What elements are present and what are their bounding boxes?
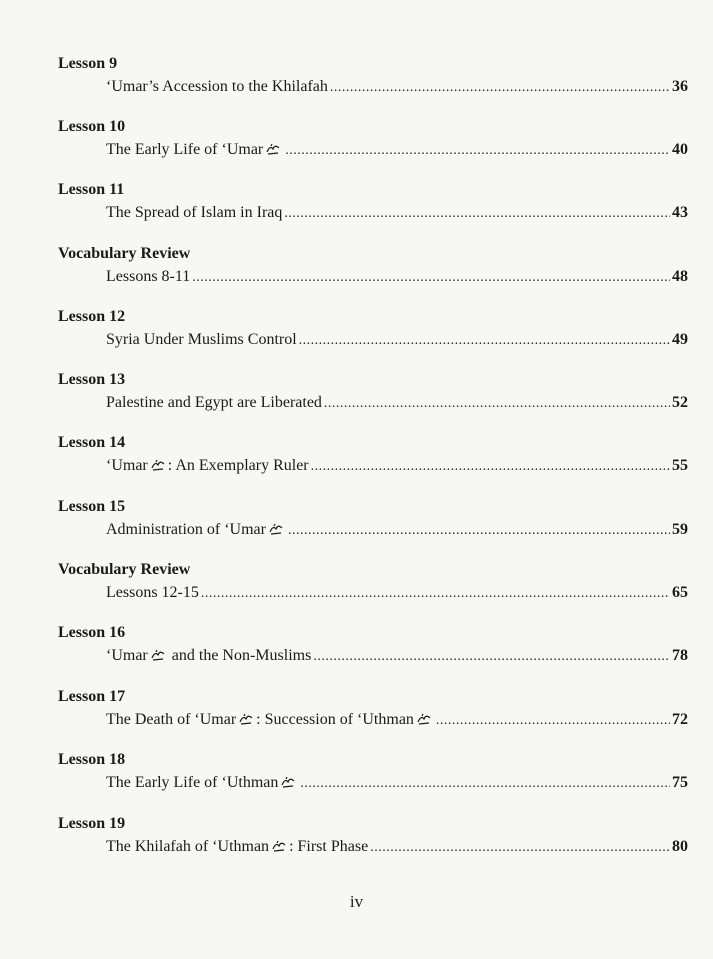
toc-heading: Lesson 18: [58, 751, 126, 768]
honorific-icon: [151, 459, 165, 471]
toc-line[interactable]: [58, 646, 688, 667]
toc-title: ‘Umar : An Exemplary Ruler: [106, 457, 309, 474]
toc-page-number: 78: [672, 647, 688, 664]
toc-title: The Early Life of ‘Uthman: [106, 773, 298, 793]
toc-heading: Lesson 15: [58, 498, 126, 515]
toc-entry-lesson-19: [58, 815, 688, 858]
toc-title: The Death of ‘Umar : Succession of ‘Uthman: [106, 710, 434, 730]
toc-title: The Early Life of ‘Umar: [106, 140, 283, 160]
toc-heading: Lesson 11: [58, 181, 125, 198]
toc-heading: Lesson 16: [58, 624, 126, 641]
toc-title: The Spread of Islam in Iraq: [106, 204, 283, 221]
toc-heading: Vocabulary Review: [58, 245, 191, 262]
toc-entry-lesson-13: [58, 371, 688, 414]
toc-page-number: 52: [672, 394, 688, 411]
toc-line[interactable]: [58, 583, 688, 604]
toc-entry-lesson-16: [58, 624, 688, 667]
toc-page-number: 48: [672, 268, 688, 285]
toc-title: The Khilafah of ‘Uthman : First Phase: [106, 838, 369, 855]
toc-line[interactable]: [58, 773, 688, 794]
toc-page-number: 65: [672, 584, 688, 601]
dot-leader: [192, 268, 670, 288]
dot-leader: [370, 838, 670, 858]
toc-heading: Lesson 10: [58, 118, 126, 135]
honorific-icon: [151, 649, 165, 661]
page-number-footer: iv: [349, 892, 364, 911]
toc-title: ‘Umar and the Non-Muslims: [106, 647, 312, 664]
toc-entry-lesson-14: [58, 434, 688, 477]
toc-entry-lesson-18: [58, 751, 688, 794]
toc-line[interactable]: [58, 330, 688, 351]
toc-page-number: 72: [672, 711, 688, 728]
toc-page-number: 55: [672, 457, 688, 474]
toc-line[interactable]: [58, 520, 688, 541]
toc-entry-lesson-15: [58, 498, 688, 541]
toc-heading: Lesson 14: [58, 434, 126, 451]
toc-heading: Lesson 13: [58, 371, 126, 388]
toc-line[interactable]: [58, 837, 688, 858]
toc-line[interactable]: [58, 456, 688, 477]
toc-heading: Lesson 17: [58, 688, 126, 705]
honorific-icon: [417, 713, 431, 725]
toc-entry-lesson-11: [58, 181, 688, 224]
toc-entry-lesson-17: [58, 688, 688, 731]
toc-line[interactable]: [58, 267, 688, 288]
toc-line[interactable]: [58, 393, 688, 414]
dot-leader: [285, 141, 670, 161]
toc-title: Syria Under Muslims Control: [106, 331, 297, 348]
dot-leader: [284, 204, 670, 224]
honorific-icon: [269, 523, 283, 535]
dot-leader: [436, 711, 670, 731]
toc-line[interactable]: [58, 203, 688, 224]
toc-heading: Lesson 9: [58, 55, 118, 72]
toc-page-number: 43: [672, 204, 688, 221]
dot-leader: [324, 394, 670, 414]
toc-entry-vocab-review-1: [58, 245, 688, 288]
toc-title: Palestine and Egypt are Liberated: [106, 394, 322, 411]
toc-page-number: 75: [672, 774, 688, 791]
toc-page-number: 40: [672, 141, 688, 158]
honorific-icon: [239, 713, 253, 725]
honorific-icon: [272, 840, 286, 852]
toc-page-number: 59: [672, 521, 688, 538]
toc-heading: Vocabulary Review: [58, 561, 191, 578]
dot-leader: [201, 584, 670, 604]
honorific-icon: [266, 143, 280, 155]
dot-leader: [313, 647, 670, 667]
honorific-icon: [281, 776, 295, 788]
toc-title: Lessons 8-11: [106, 268, 191, 285]
toc-entry-lesson-10: [58, 118, 688, 161]
toc-entry-vocab-review-2: [58, 561, 688, 604]
toc-line[interactable]: [58, 710, 688, 731]
toc-line[interactable]: [58, 140, 688, 161]
toc-heading: Lesson 12: [58, 308, 126, 325]
toc-entry-lesson-9: [58, 55, 688, 98]
toc-heading: Lesson 19: [58, 815, 126, 832]
dot-leader: [288, 521, 670, 541]
toc-page-number: 80: [672, 838, 688, 855]
toc-page-number: 49: [672, 331, 688, 348]
toc-title: Administration of ‘Umar: [106, 520, 286, 540]
dot-leader: [300, 774, 670, 794]
toc-page-number: 36: [672, 78, 688, 95]
toc-line[interactable]: [58, 77, 688, 98]
dot-leader: [311, 457, 670, 477]
toc-title: Lessons 12-15: [106, 584, 199, 601]
dot-leader: [330, 78, 670, 98]
toc-entry-lesson-12: [58, 308, 688, 351]
toc-title: ‘Umar’s Accession to the Khilafah: [106, 78, 328, 95]
dot-leader: [299, 331, 670, 351]
